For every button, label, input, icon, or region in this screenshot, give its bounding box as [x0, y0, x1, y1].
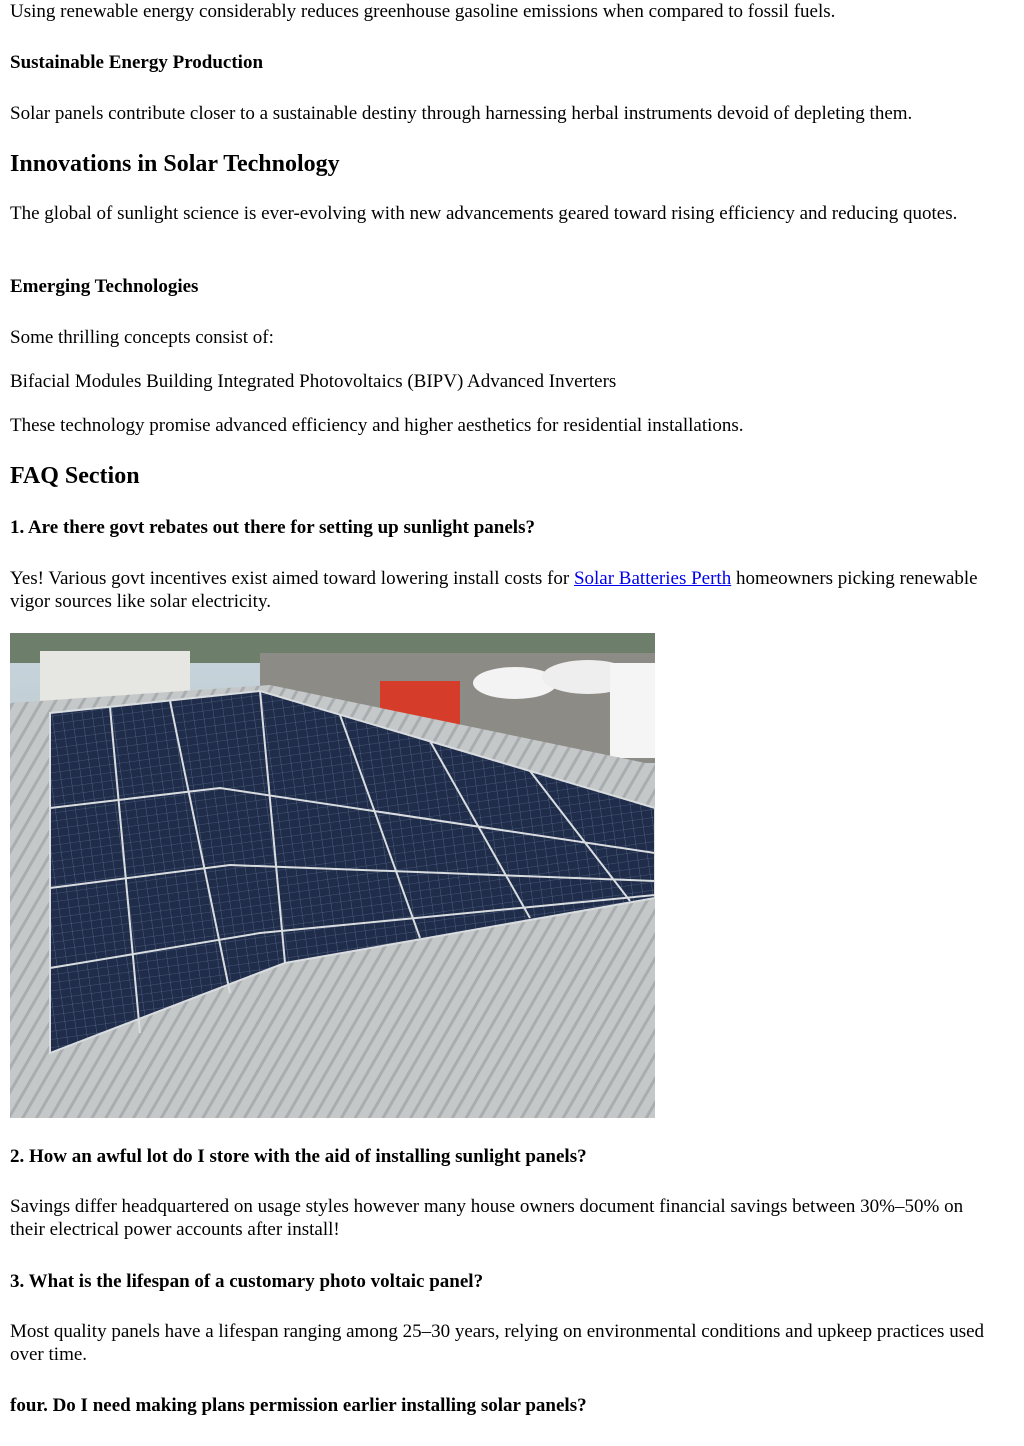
sustainable-heading: Sustainable Energy Production [10, 52, 264, 73]
faq-answer-3: Most quality panels have a lifespan ranging among 25–30 years, relying on environmental conditions and upkeep practices used over time. [10, 1321, 985, 1365]
innovations-heading: Innovations in Solar Technology [10, 151, 340, 177]
faq-answer-1 [10, 567, 1000, 613]
faq-answer-1-start: Yes! Various govt incentives exist aimed toward lowering install costs for [10, 568, 574, 589]
solar-roof-photo [10, 633, 655, 1118]
innovations-paragraph: The global of sunlight science is ever-evolving with new advancements geared toward rising efficiency and reducing quotes. [10, 203, 958, 224]
faq-question-2: 2. How an awful lot do I store with the aid of installing sunlight panels? [10, 1146, 587, 1167]
emerging-outro: These technology promise advanced efficiency and higher aesthetics for residential installations. [10, 415, 744, 436]
faq-question-3: 3. What is the lifespan of a customary photo voltaic panel? [10, 1271, 484, 1292]
sustainable-paragraph: Solar panels contribute closer to a sustainable destiny through harnessing herbal instruments devoid of depleting them. [10, 103, 913, 124]
emissions-paragraph: Using renewable energy considerably reduces greenhouse gasoline emissions when compared to fossil fuels. [10, 1, 836, 22]
emerging-intro: Some thrilling concepts consist of: [10, 327, 274, 348]
faq-answer-2: Savings differ headquartered on usage styles however many house owners document financial savings between 30%–50% on their electrical power accounts after install! [10, 1196, 964, 1240]
faq-question-4: four. Do I need making plans permission earlier installing solar panels? [10, 1395, 587, 1416]
emerging-list: Bifacial Modules Building Integrated Photovoltaics (BIPV) Advanced Inverters [10, 371, 617, 392]
faq-question-1: 1. Are there govt rebates out there for setting up sunlight panels? [10, 517, 535, 538]
emerging-heading: Emerging Technologies [10, 276, 199, 297]
white-van [610, 663, 655, 758]
faq-heading: FAQ Section [10, 463, 140, 489]
faq-answer-1-end: homeowners picking renewable vigor sources like solar electricity. [10, 568, 978, 612]
solar-batteries-perth-link[interactable]: Solar Batteries Perth [573, 568, 732, 589]
